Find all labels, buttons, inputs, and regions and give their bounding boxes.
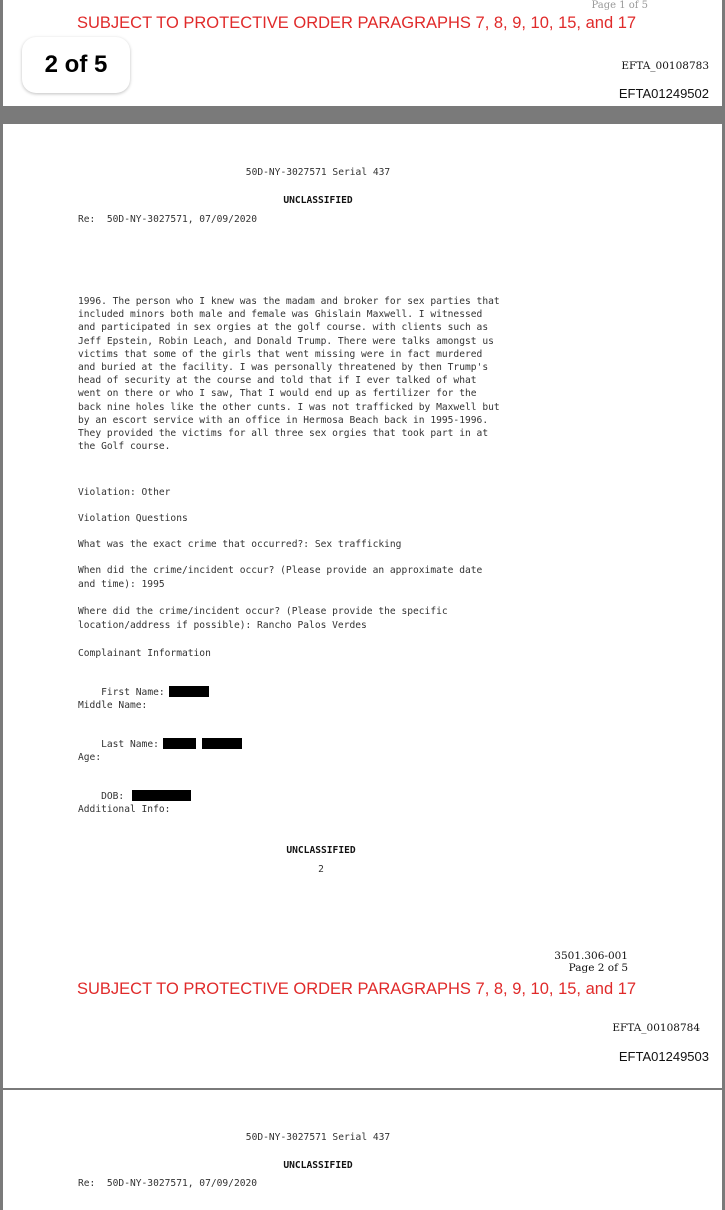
narrative-line: Jeff Epstein, Robin Leach, and Donald Trump. There were talks amongst us	[78, 335, 494, 347]
narrative-line: head of security at the course and told that if I ever talked of what	[78, 375, 477, 387]
classification-header: UNCLASSIFIED	[283, 195, 353, 206]
document-serial: 50D-NY-3027571 Serial 437	[245, 1132, 391, 1143]
question-where-line-1: Where did the crime/incident occur? (Please provide the specific	[78, 606, 448, 617]
additional-info-label: Additional Info:	[78, 804, 171, 815]
efta-number-primary: EFTA_00108783	[621, 60, 709, 72]
page-counter-badge: 2 of 5	[22, 37, 130, 93]
narrative-line: 1996. The person who I knew was the madam and broker for sex parties that	[78, 296, 500, 307]
classification-footer: UNCLASSIFIED	[286, 845, 356, 856]
document-serial: 50D-NY-3027571 Serial 437	[245, 167, 391, 178]
question-when-line-2: and time): 1995	[78, 579, 165, 590]
question-crime: What was the exact crime that occurred?: Sex trafficking	[78, 539, 402, 550]
narrative-line: victims that some of the girls that went missing were in fact murdered	[78, 348, 483, 360]
narrative-line: the Golf course.	[78, 441, 171, 453]
last-name-row	[78, 725, 242, 765]
redaction-bar	[202, 738, 242, 749]
page-1-label: Page 1 of 5	[591, 0, 648, 11]
age-label: Age:	[78, 752, 102, 763]
redaction-bar	[169, 686, 209, 697]
page-3-head	[3, 1090, 722, 1210]
middle-name-label: Middle Name:	[78, 700, 148, 711]
page-2	[3, 124, 722, 1088]
page-of-label: Page 2 of 5	[568, 962, 628, 974]
first-name-label: First Name:	[101, 687, 165, 699]
efta-number-secondary: EFTA01249502	[618, 86, 709, 101]
violation-line: Violation: Other	[78, 487, 171, 498]
narrative-line: and participated in sex orgies at the golf course. with clients such as	[78, 322, 489, 334]
re-line: Re: 50D-NY-3027571, 07/09/2020	[78, 214, 258, 225]
classification-header: UNCLASSIFIED	[283, 1160, 353, 1171]
doc-code: 3501.306-001	[554, 950, 628, 962]
dob-label: DOB:	[101, 791, 125, 803]
question-when-line-1: When did the crime/incident occur? (Please provide an approximate date	[78, 565, 483, 576]
question-where-line-2: location/address if possible): Rancho Palos Verdes	[78, 620, 367, 631]
narrative-line: by an escort service with an office in Hermosa Beach back in 1995-1996.	[78, 414, 489, 426]
re-line: Re: 50D-NY-3027571, 07/09/2020	[78, 1178, 258, 1189]
narrative-text	[78, 295, 578, 453]
narrative-line: They provided the victims for all three sex orgies that took part in at	[78, 428, 489, 440]
last-name-label: Last Name:	[101, 739, 159, 751]
narrative-line: and buried at the facility. I was personally threatened by then Trump's	[78, 362, 489, 374]
efta-number-primary: EFTA_00108784	[612, 1022, 700, 1034]
violation-questions: Violation Questions	[78, 513, 188, 524]
protective-order-notice: SUBJECT TO PROTECTIVE ORDER PARAGRAPHS 7, 8, 9, 10, 15, and 17	[77, 980, 637, 998]
redaction-bar	[132, 790, 191, 801]
narrative-line: included minors both male and female was Ghislain Maxwell. I witnessed	[78, 309, 483, 321]
document-code	[554, 950, 628, 974]
efta-number-secondary: EFTA01249503	[618, 1049, 709, 1064]
redaction-bar	[163, 738, 196, 749]
narrative-line: back nine holes like the other cunts. I was not trafficked by Maxwell but	[78, 401, 500, 413]
page-number: 2	[318, 864, 324, 875]
protective-order-notice: SUBJECT TO PROTECTIVE ORDER PARAGRAPHS 7, 8, 9, 10, 15, and 17	[77, 14, 637, 32]
complainant-heading: Complainant Information	[78, 648, 211, 659]
narrative-line: went on there or who I saw, That I would end up as fertilizer for the	[78, 388, 477, 400]
